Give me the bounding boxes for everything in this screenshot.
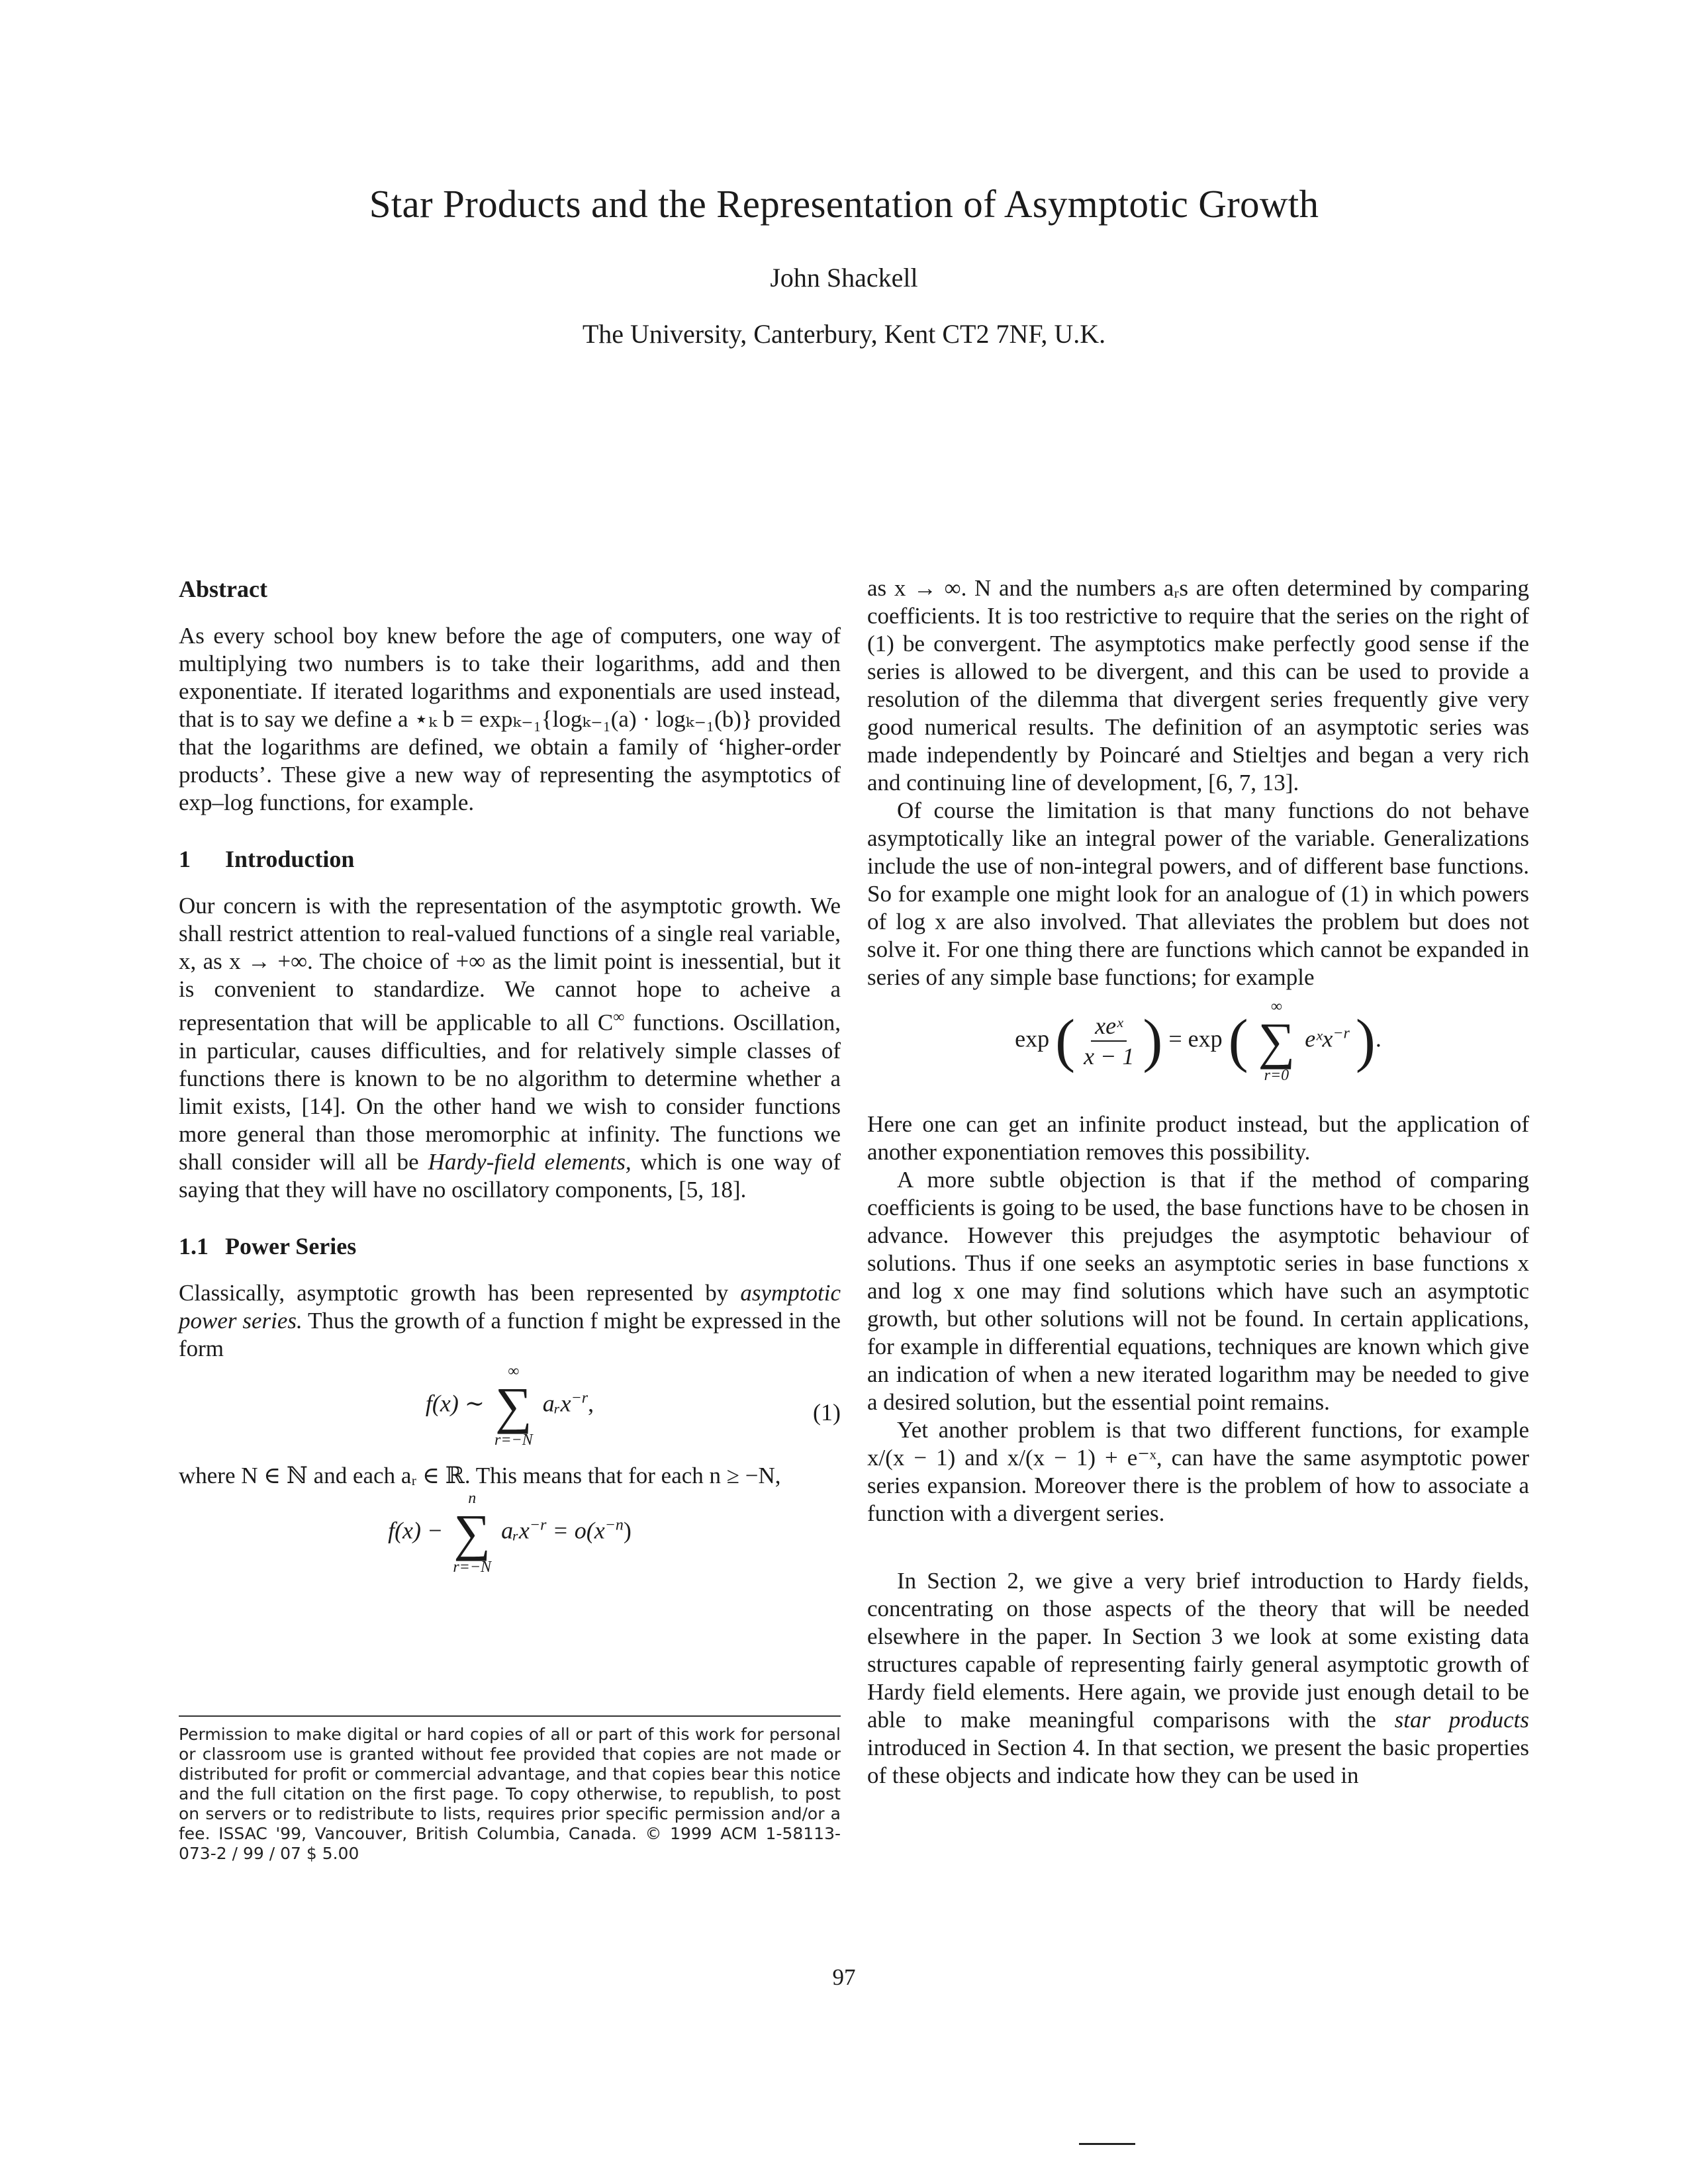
right-paragraph-6 — [867, 1567, 1529, 1790]
intro-superscript: ∞ — [613, 1009, 625, 1026]
right-column — [867, 574, 1529, 1790]
abstract-text: As every school boy knew before the age of computers, one way of multiplying two numbers is to take their logarithms, add and then exponentiate. If iterated logarithms and exponentials are used instead, that is to say we define a ⋆ₖ b = expₖ₋₁{logₖ₋₁(a) · logₖ₋₁(b)} provided that the logarithms are defined, we obtain a family of ‘higher-order products’. These give a new way of representing the asymptotics of exp–log functions, for example. — [179, 623, 841, 815]
equation-number: (1) — [813, 1398, 841, 1426]
sigma-symbol: ∑ — [1258, 1012, 1295, 1069]
p6-text-a: In Section 2, we give a very brief introduction to Hardy fields, concentrating on those aspects of the theory that will be needed elsewhere in the paper. In Section 3 we look at some existing data structures capable of representing fairly general asymptotic growth of Hardy field elements. Here again, we provide just enough detail to be able to make meaningful comparisons with the — [867, 1568, 1529, 1733]
eq2-sum-upper: n — [468, 1489, 477, 1507]
eq3-tail: . — [1375, 1025, 1382, 1052]
right-paragraph-5: Yet another problem is that two different functions, for example x/(x − 1) and x/(x − 1) + e⁻ˣ, can have the same asymptotic power series expansion. Moreover there is the problem of how to associate a function with a divergent series. — [867, 1417, 1529, 1526]
p6-emphasis: star products — [1394, 1707, 1529, 1733]
eq3-sum-lower: r=0 — [1264, 1067, 1289, 1084]
ps-text-b: Thus the growth of a function f might be expressed in the form — [179, 1307, 841, 1361]
paper-title: Star Products and the Representation of Asymptotic Growth — [369, 182, 1319, 226]
subsection-title: Power Series — [225, 1232, 357, 1259]
intro-paragraph — [179, 892, 841, 1204]
ps-emphasis: asymptotic power series. — [179, 1279, 841, 1334]
eq3-numerator: xeˣ — [1091, 1011, 1127, 1042]
eq1-summation — [494, 1363, 533, 1449]
intro-emphasis: Hardy-field elements, — [428, 1148, 632, 1175]
equation-3 — [867, 991, 1529, 1111]
p6-text-b: introduced in Section 4. In that section, we present the basic properties of these objects and indicate how they can be used in — [867, 1735, 1529, 1788]
right-paragraph-2: Of course the limitation is that many functions do not behave asymptotically like an integral power of the variable. Generalizations include the use of non-integral powers, and of different base functions. So for example one might look for an analogue of (1) in which powers of log x are also involved. That alleviates the problem but does not solve it. For one thing there are functions which cannot be expanded in series of any simple base functions; for example — [867, 797, 1529, 990]
power-series-paragraph — [179, 1279, 841, 1363]
eq2-rhs-exponent: −n — [604, 1516, 624, 1533]
eq1-sum-lower: r=−N — [494, 1431, 533, 1449]
author-name: John Shackell — [770, 263, 918, 293]
equation-2 — [179, 1490, 841, 1582]
eq2-summation — [453, 1490, 491, 1576]
eq3-denominator: x − 1 — [1084, 1043, 1135, 1069]
right-paragraph-1: as x → ∞. N and the numbers aᵣs are often determined by comparing coefficients. It is too restrictive to require that the series on the right of (1) be convergent. The asymptotics make perfectly good sense if the series is allowed to be divergent, and this can be used to provide a resolution of the dilemma that divergent series frequently give very good numerical results. The definition of an asymptotic series was made independently by Poincaré and Stieltjes and began a very rich and continuing line of development, [6, 7, 13]. — [867, 575, 1529, 796]
eq2-rhs: = o(x — [552, 1516, 605, 1543]
eq1-sum-upper: ∞ — [508, 1362, 520, 1380]
section-title: Introduction — [225, 846, 355, 872]
eq3-sum-upper: ∞ — [1270, 998, 1282, 1015]
intro-text-b: functions. Oscillation, in particular, causes difficulties, and for relatively simple classes of functions there is known to be no algorithm to determine whether a limit exists, [14]. On the other hand we wish to consider functions more general than those meromorphic at infinity. The functions we shall consider will all be — [179, 1009, 841, 1175]
left-paren: ( — [1228, 1008, 1248, 1073]
right-paren: ) — [1143, 1008, 1163, 1073]
ps-text-a: Classically, asymptotic growth has been represented by — [179, 1279, 741, 1306]
page-number: 97 — [832, 1964, 856, 1990]
eq1-tail: , — [588, 1389, 594, 1416]
author-affiliation: The University, Canterbury, Kent CT2 7NF, U.K. — [582, 319, 1106, 349]
abstract-heading: Abstract — [179, 576, 267, 602]
right-paragraph-4: A more subtle objection is that if the method of comparing coefficients is going to be used, the base functions have to be chosen in advance. However this prejudges the asymptotic behaviour of solutions. Thus if one seeks an asymptotic series in base functions x and log x one may find solutions which have such an asymptotic growth, but other solutions will not be found. In certain applications, for example in differential equations, techniques are known which give an indication of when a new iterated logarithm may be needed to give a desired solution, but the essential point remains. — [867, 1167, 1529, 1415]
eq2-rhs-close: ) — [623, 1516, 632, 1543]
right-paragraph-3: Here one can get an infinite product instead, but the application of another exponentiation removes this possibility. — [867, 1111, 1529, 1165]
section-number: 1 — [179, 846, 191, 872]
eq3-summation — [1258, 998, 1295, 1084]
eq2-exponent: −r — [529, 1516, 547, 1533]
intro-text-a: Our concern is with the representation of the asymptotic growth. We shall restrict attention to real-valued functions of a single real variable, x, as x → +∞. The choice of +∞ as the limit point is inessential, but it is convenient to standardize. We cannot hope to acheive a representation that will be applicable to all C — [179, 893, 841, 1036]
subsection-number: 1.1 — [179, 1232, 209, 1259]
bottom-rule — [1079, 2143, 1135, 2145]
eq3-fraction — [1084, 1011, 1134, 1071]
eq1-exponent: −r — [571, 1388, 588, 1406]
intro-text-c: which is one way of saying that they will have no oscillatory components, [5, 18]. — [179, 1148, 841, 1203]
eq1-term: aᵣx — [542, 1389, 571, 1416]
right-paren: ) — [1355, 1008, 1376, 1073]
copyright-footnote: Permission to make digital or hard copies of all or part of this work for personal or classroom use is granted without fee provided that copies are not made or distributed for profit or commercial advantage, and that copies bear this notice and the full citation on the first page. To copy otherwise, to republish, to post on servers or to redistribute to lists, requires prior specific permission and/or a fee. ISSAC '99, Vancouver, British Columbia, Canada. © 1999 ACM 1-58113-073-2 / 99 / 07 $ 5.00 — [179, 1715, 841, 1864]
subsection-heading-power-series — [179, 1232, 841, 1261]
eq1-lhs: f(x) ∼ — [425, 1389, 485, 1416]
eq2-sum-lower: r=−N — [453, 1558, 492, 1576]
eq3-exp-left: exp — [1015, 1025, 1050, 1052]
where-clause: where N ∈ ℕ and each aᵣ ∈ ℝ. This means that for each n ≥ −N, — [179, 1462, 781, 1488]
section-heading-introduction — [179, 844, 841, 874]
eq3-term-exponent: −r — [1333, 1024, 1350, 1042]
equation-1 — [179, 1363, 841, 1462]
sigma-symbol: ∑ — [495, 1376, 532, 1434]
left-paren: ( — [1055, 1008, 1076, 1073]
eq2-term: aᵣx — [501, 1516, 530, 1543]
eq3-equals-exp: = exp — [1168, 1025, 1223, 1052]
left-column — [179, 574, 841, 1582]
sigma-symbol: ∑ — [453, 1503, 491, 1561]
eq2-lhs: f(x) − — [388, 1516, 444, 1543]
eq3-term: eˣx — [1305, 1025, 1333, 1052]
